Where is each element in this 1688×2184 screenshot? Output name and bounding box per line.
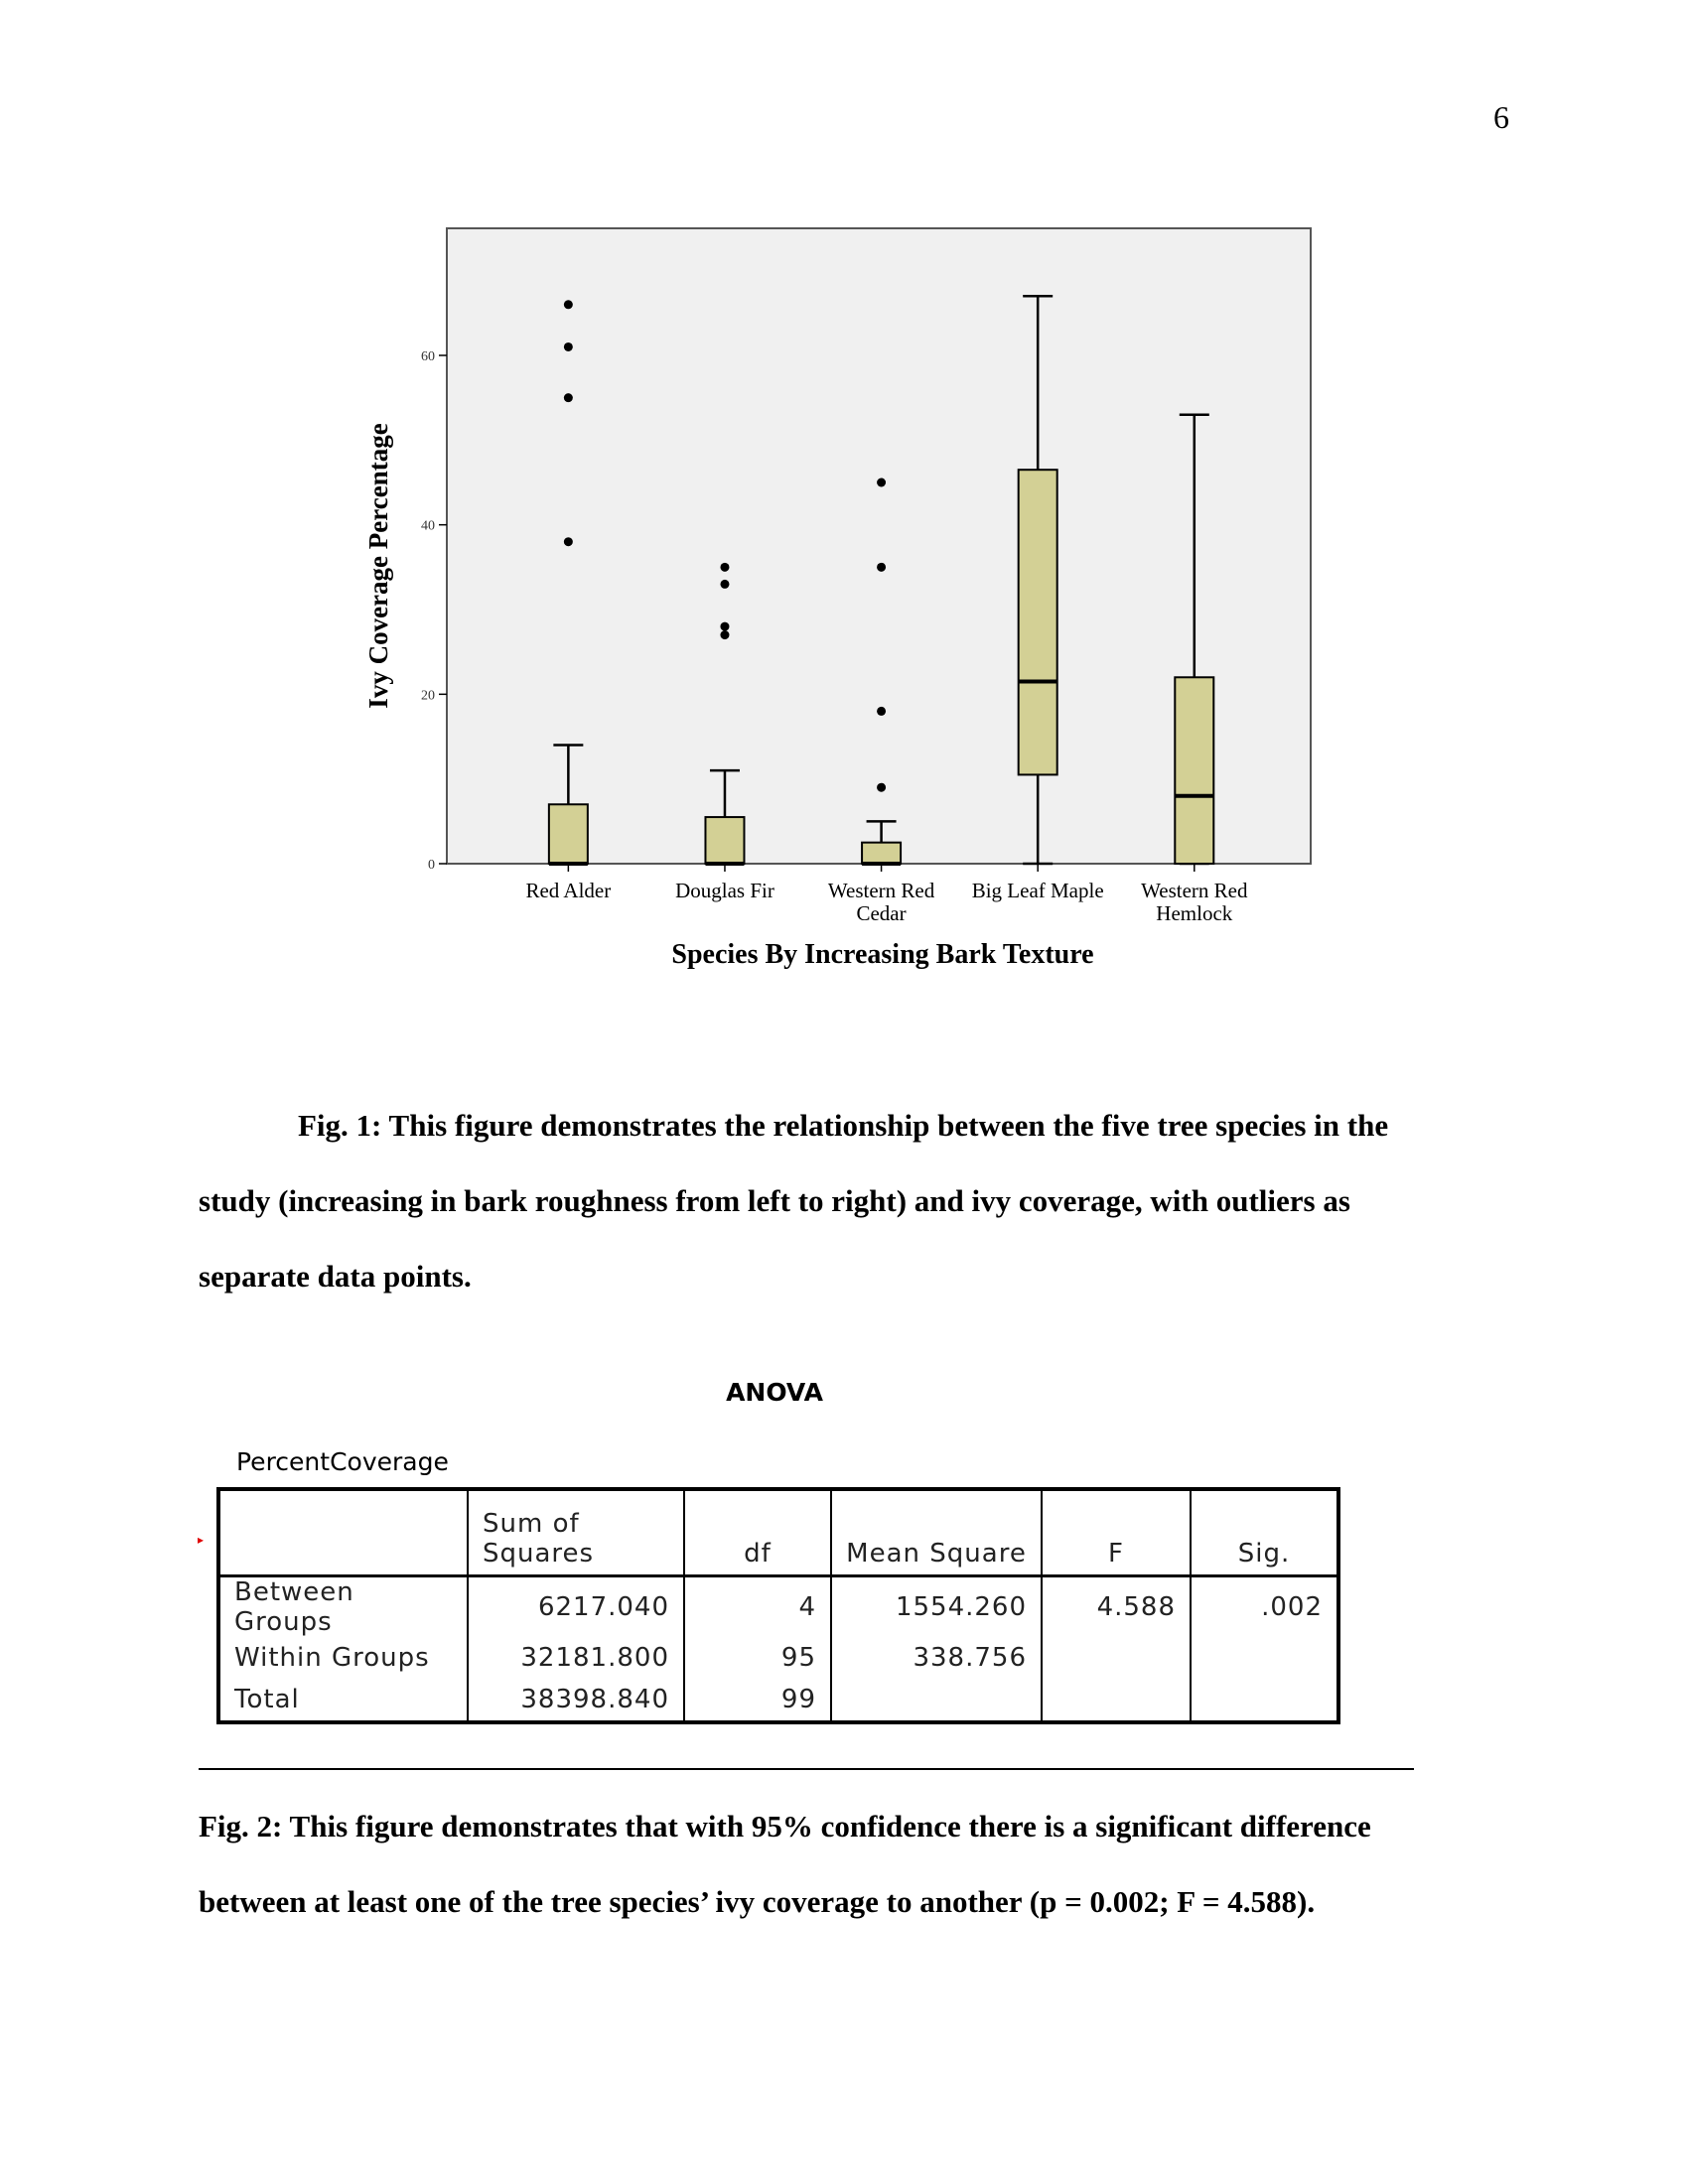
x-tick-label: Western Red — [1141, 879, 1248, 902]
cell-ss: 32181.800 — [468, 1637, 684, 1679]
fig1-caption-line1: Fig. 1: This figure demonstrates the relationship between the five tree species in the — [298, 1108, 1389, 1143]
box — [862, 843, 901, 864]
cell-ms: 338.756 — [831, 1637, 1042, 1679]
anova-table — [216, 1487, 1340, 1724]
cell-sig — [1191, 1637, 1338, 1679]
x-tick-label: Douglas Fir — [675, 879, 774, 902]
outlier-point — [720, 580, 729, 589]
row-label: Total — [218, 1679, 468, 1722]
box — [1019, 470, 1057, 774]
boxplot-chart — [338, 199, 1370, 1013]
header-sig: Sig. — [1191, 1489, 1338, 1576]
anova-variable: PercentCoverage — [236, 1447, 449, 1476]
outlier-point — [564, 393, 573, 402]
header-mean-square: Mean Square — [831, 1489, 1042, 1576]
outlier-point — [877, 563, 886, 572]
cell-f — [1042, 1679, 1191, 1722]
cell-df: 99 — [684, 1679, 831, 1722]
outlier-point — [564, 300, 573, 309]
fig1-caption-line2: study (increasing in bark roughness from left to right) and ivy coverage, with outliers as — [199, 1183, 1350, 1218]
box — [705, 817, 744, 864]
header-sum-of-squares: Sum of Squares — [468, 1489, 684, 1576]
x-tick-label: Cedar — [856, 901, 907, 925]
y-tick-label: 60 — [421, 349, 435, 364]
cell-ss: 6217.040 — [468, 1576, 684, 1638]
anova-header-row — [218, 1489, 1338, 1576]
cell-ss: 38398.840 — [468, 1679, 684, 1722]
box — [549, 804, 588, 864]
x-tick-label: Hemlock — [1156, 901, 1233, 925]
cell-f: 4.588 — [1042, 1576, 1191, 1638]
fig1-caption — [199, 1088, 1489, 1314]
y-tick-label: 40 — [421, 518, 435, 534]
outlier-point — [564, 537, 573, 546]
x-axis-label: Species By Increasing Bark Texture — [671, 939, 1094, 970]
page-number: 6 — [1493, 99, 1509, 135]
cell-sig: .002 — [1191, 1576, 1338, 1638]
outlier-point — [877, 478, 886, 487]
y-tick-label: 20 — [421, 688, 435, 704]
outlier-point — [877, 707, 886, 716]
outlier-point — [720, 563, 729, 572]
fig2-caption-line1: Fig. 2: This figure demonstrates that with 95% confidence there is a significant difference — [199, 1809, 1371, 1843]
cell-sig — [1191, 1679, 1338, 1722]
outlier-point — [564, 342, 573, 351]
separator-line — [199, 1768, 1414, 1770]
row-label: Between Groups — [218, 1576, 468, 1638]
outlier-point — [720, 630, 729, 639]
x-tick-label: Red Alder — [525, 879, 612, 902]
cell-df: 95 — [684, 1637, 831, 1679]
fig2-caption — [199, 1789, 1489, 1940]
cell-f — [1042, 1637, 1191, 1679]
box — [1175, 677, 1213, 864]
header-df: df — [684, 1489, 831, 1576]
row-label: Within Groups — [218, 1637, 468, 1679]
header-empty — [218, 1489, 468, 1576]
fig1-caption-line3: separate data points. — [199, 1259, 472, 1294]
y-axis-label: Ivy Coverage Percentage — [363, 423, 393, 709]
cell-ms: 1554.260 — [831, 1576, 1042, 1638]
row-marker-icon: ▸ — [198, 1533, 205, 1547]
table-row — [218, 1637, 1338, 1679]
x-tick-label: Big Leaf Maple — [971, 879, 1104, 902]
fig2-caption-line2: between at least one of the tree species’ ivy coverage to another (p = 0.002; F = 4.588). — [199, 1884, 1316, 1919]
outlier-point — [720, 622, 729, 631]
y-tick-label: 0 — [428, 858, 435, 873]
x-tick-label: Western Red — [827, 879, 935, 902]
cell-ms — [831, 1679, 1042, 1722]
anova-title: ANOVA — [726, 1378, 823, 1407]
table-row — [218, 1576, 1338, 1638]
outlier-point — [877, 783, 886, 792]
cell-df: 4 — [684, 1576, 831, 1638]
header-f: F — [1042, 1489, 1191, 1576]
table-row — [218, 1679, 1338, 1722]
